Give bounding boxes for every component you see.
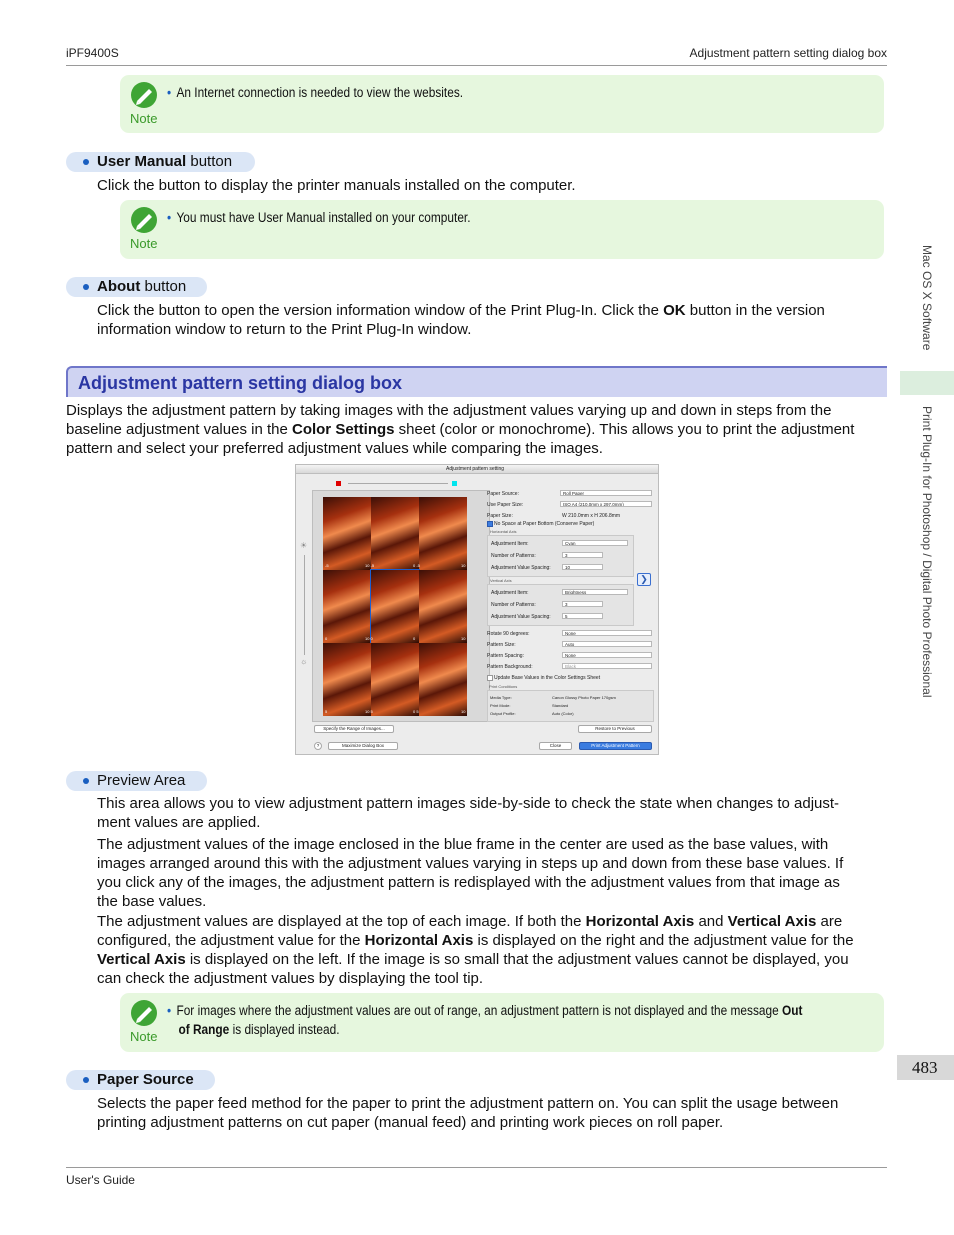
v-num-label: Number of Patterns: [491,602,536,608]
note-text: • For images where the adjustment values are out of range, an adjustment pattern is not displayed and the message Out of Range is displayed instead. [167,1003,803,1037]
image-value-label: 0 [413,636,416,641]
item-heading-preview-area: Preview Area [66,771,207,791]
output-profile-value: Auto (Color) [552,711,574,716]
pattern-image[interactable] [419,497,467,570]
use-paper-size-select[interactable]: ISO A4 (210.0mm x 297.0mm) [560,501,652,507]
pattern-image[interactable] [323,643,371,716]
image-value-label: 10 5 [365,709,373,714]
item-heading-about: About button [66,277,207,297]
image-value-label: 5 [325,709,328,714]
image-value-label: 10 -5 [365,563,375,568]
output-profile-label: Output Profile: [490,711,516,716]
pattern-size-select[interactable]: Auto [562,641,652,647]
help-button[interactable]: ? [314,742,322,750]
note-label: Note [130,1029,158,1044]
vertical-slider-track[interactable] [304,555,305,655]
use-paper-size-label: Use Paper Size: [487,502,524,508]
footer-rule [66,1167,887,1168]
note-text: • You must have User Manual installed on your computer. [167,210,471,225]
pattern-spacing-label: Pattern Spacing: [487,653,524,659]
image-value-label: 10 0 [365,636,373,641]
update-base-label: Update Base Values in the Color Settings Sheet [494,675,601,681]
image-value-label: 10 [461,636,466,641]
note-text: • An Internet connection is needed to view the websites. [167,85,464,100]
preview-desc-2: The adjustment values of the image enclosed in the blue frame in the center are used as the base values, with images arranged around this with the adjustment values varying in steps up and down from these base values. If you click any of the images, the adjustment pattern is redisplayed with the adjustment values from that image as the base values. [97,836,844,910]
v-num-select[interactable]: 3 [562,601,603,607]
media-type-label: Media Type: [490,695,512,700]
note-box [120,993,884,1052]
pattern-bg-label: Pattern Background: [487,664,533,670]
h-item-select[interactable]: Cyan [562,540,628,546]
user-manual-desc: Click the button to display the printer manuals installed on the computer. [97,177,576,194]
dialog-title: Adjustment pattern setting [446,466,505,472]
item-heading-user-manual: User Manual button [66,152,255,172]
v-item-label: Adjustment Item: [491,590,529,596]
maximize-dialog-button[interactable]: Maximize Dialog Box [328,742,398,750]
paper-size-label: Paper Size: [487,513,513,519]
specify-range-button[interactable]: Specify the Range of Images... [314,725,394,733]
page-number: 483 [897,1055,954,1080]
v-spacing-label: Adjustment Value Spacing: [491,614,551,620]
media-type-value: Canon Glossy Photo Paper 170gsm [552,695,616,700]
h-spacing-label: Adjustment Value Spacing: [491,565,551,571]
preview-desc-3: The adjustment values are displayed at the top of each image. If both the Horizontal Axis and Vertical Axis are configured, the adjustment value for the Horizontal Axis is displayed on the right and the adjustment value for the Vertical Axis is displayed on the left. If the image is so small that the adjustment values cannot be displayed, you can check the adjustment values by displaying the tool tip. [97,913,854,987]
pattern-image-base[interactable] [371,570,419,643]
rotate-label: Rotate 90 degrees: [487,631,530,637]
preview-area [312,490,490,722]
side-tab-upper: Mac OS X Software [920,245,934,351]
restore-previous-button[interactable]: Restore to Previous [578,725,652,733]
paper-size-value: W 210.0mm x H 206.8mm [562,513,621,519]
horizontal-slider-track[interactable] [348,483,448,484]
image-value-label: 10 [461,563,466,568]
no-space-checkbox[interactable] [487,521,493,527]
print-adjustment-pattern-button[interactable]: Print Adjustment Pattern [579,742,652,750]
h-item-label: Adjustment Item: [491,541,529,547]
pattern-size-label: Pattern Size: [487,642,516,648]
side-tab-lower: Print Plug-In for Photoshop / Digital Photo Professional [920,406,934,698]
image-value-label: 0 [325,636,328,641]
pattern-bg-select[interactable]: Black [562,663,652,669]
note-label: Note [130,236,158,251]
section-intro: Displays the adjustment pattern by taking images with the adjustment values varying up and down in steps from the baseline adjustment values in the Color Settings sheet (color or monochrome). This allows you to print the adjustment pattern and select your preferred adjustment values while comparing the images. [66,402,855,457]
v-item-select[interactable]: Brightness [562,589,628,595]
h-spacing-select[interactable]: 10 [562,564,603,570]
no-space-label: No Space at Paper Bottom (Conserve Paper) [494,521,595,527]
sun-dim-icon: ☼ [300,657,308,666]
side-tab-marker [900,371,954,395]
image-value-label: 0 -5 [413,563,420,568]
note-box [120,200,884,259]
cyan-marker-icon [452,481,457,486]
pattern-image[interactable] [323,497,371,570]
rotate-select[interactable]: None [562,630,652,636]
pencil-note-icon [129,81,159,109]
print-conditions-heading: Print Conditions [489,684,518,689]
close-button[interactable]: Close [539,742,572,750]
header-left: iPF9400S [66,46,119,60]
note-label: Note [130,111,158,126]
swap-axes-icon[interactable]: ❯ [637,573,651,586]
print-mode-value: Standard [552,703,569,708]
pencil-note-icon [129,999,159,1027]
image-value-label: 0 5 [413,709,419,714]
pattern-image[interactable] [419,570,467,643]
pencil-note-icon [129,206,159,234]
header-right: Adjustment pattern setting dialog box [689,46,887,60]
red-marker-icon [336,481,341,486]
paper-source-desc: Selects the paper feed method for the paper to print the adjustment pattern on. You can split the usage between printing adjustment patterns on cut paper (manual feed) and printing work pieces on roll paper. [97,1095,839,1131]
section-heading-bar [66,366,887,397]
paper-source-select[interactable]: Roll Paper [560,490,652,496]
pattern-spacing-select[interactable]: None [562,652,652,658]
v-spacing-select[interactable]: 5 [562,613,603,619]
paper-source-label: Paper Source: [487,491,519,497]
vertical-axis-heading: Vertical Axis [490,578,512,583]
pattern-image[interactable] [323,570,371,643]
print-mode-label: Print Mode: [490,703,511,708]
footer-left: User's Guide [66,1173,135,1187]
sun-bright-icon: ☀ [300,541,308,550]
horizontal-axis-heading: Horizontal Axis [490,529,517,534]
h-num-select[interactable]: 3 [562,552,603,558]
section-title: Adjustment pattern setting dialog box [78,373,403,393]
header-rule [66,65,887,66]
image-value-label: -5 [325,563,329,568]
h-num-label: Number of Patterns: [491,553,536,559]
adjustment-pattern-dialog [295,464,659,755]
pattern-image[interactable] [371,497,419,570]
about-desc: Click the button to open the version information window of the Print Plug-In. Click the OK button in the version information window to return to the Print Plug-In window. [97,302,825,338]
pattern-image[interactable] [419,643,467,716]
note-box [120,75,884,133]
update-base-checkbox[interactable] [487,675,493,681]
image-value-label: 10 [461,709,466,714]
preview-desc-1: This area allows you to view adjustment pattern images side-by-side to check the state when changes to adjust- ment values are applied. [97,795,840,831]
item-heading-paper-source: Paper Source [66,1070,215,1090]
pattern-image[interactable] [371,643,419,716]
